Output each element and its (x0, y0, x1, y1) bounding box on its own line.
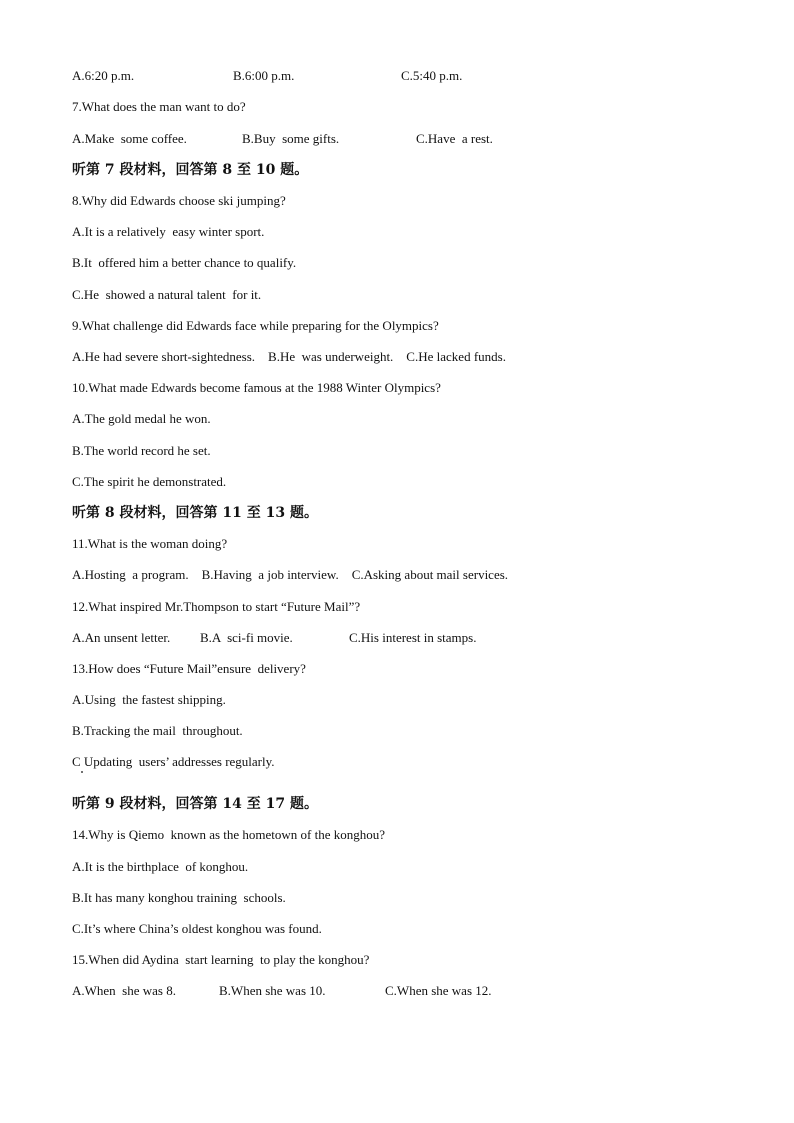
q8-option-b: B.It offered him a better chance to qualify. (72, 255, 297, 270)
q10-option-a: A.The gold medal he won. (72, 411, 211, 426)
q10-option-b: B.The world record he set. (72, 443, 211, 458)
question-8: 8.Why did Edwards choose ski jumping? (72, 193, 286, 208)
q14-option-b: B.It has many konghou training schools. (72, 890, 286, 905)
question-10: 10.What made Edwards become famous at the 1988 Winter Olympics? (72, 380, 441, 395)
q8-option-a: A.It is a relatively easy winter sport. (72, 224, 265, 239)
stray-mark (81, 771, 83, 773)
question-12: 12.What inspired Mr.Thompson to start “Future Mail”? (72, 599, 361, 614)
q14-option-a: A.It is the birthplace of konghou. (72, 859, 249, 874)
question-9: 9.What challenge did Edwards face while preparing for the Olympics? (72, 318, 439, 333)
q6-option-a: A.6:20 p.m. (72, 68, 135, 83)
q13-option-a: A.Using the fastest shipping. (72, 692, 226, 707)
question-13: 13.How does “Future Mail”ensure delivery? (72, 661, 306, 676)
q15-option-a: A.When she was 8. (72, 983, 176, 998)
q7-option-b: B.Buy some gifts. (242, 131, 340, 146)
q7-option-a: A.Make some coffee. (72, 131, 187, 146)
q14-option-c: C.It’s where China’s oldest konghou was found. (72, 921, 322, 936)
q8-option-c: C.He showed a natural talent for it. (72, 287, 262, 302)
q15-option-b: B.When she was 10. (219, 983, 326, 998)
q15-option-c: C.When she was 12. (385, 983, 492, 998)
q12-option-c: C.His interest in stamps. (349, 630, 477, 645)
q12-option-b: B.A sci-fi movie. (200, 630, 293, 645)
q11-options: A.Hosting a program. B.Having a job interview. C.Asking about mail services. (72, 567, 509, 582)
q6-option-c: C.5:40 p.m. (401, 68, 463, 83)
question-11: 11.What is the woman doing? (72, 536, 228, 551)
section-heading-7: 听第 7 段材料，回答第 8 至 10 题。 (72, 162, 309, 178)
question-14: 14.Why is Qiemo known as the hometown of the konghou? (72, 827, 386, 842)
question-7: 7.What does the man want to do? (72, 99, 246, 114)
q7-option-c: C.Have a rest. (416, 131, 493, 146)
q6-option-b: B.6:00 p.m. (233, 68, 295, 83)
q10-option-c: C.The spirit he demonstrated. (72, 474, 227, 489)
section-heading-8: 听第 8 段材料，回答第 11 至 13 题。 (72, 505, 318, 521)
section-heading-9: 听第 9 段材料，回答第 14 至 17 题。 (72, 796, 318, 812)
q12-option-a: A.An unsent letter. (72, 630, 171, 645)
q13-option-b: B.Tracking the mail throughout. (72, 723, 243, 738)
q13-option-c: C Updating users’ addresses regularly. (72, 754, 275, 769)
question-15: 15.When did Aydina start learning to play the konghou? (72, 952, 370, 967)
q9-options: A.He had severe short-sightedness. B.He was underweight. C.He lacked funds. (72, 349, 506, 364)
